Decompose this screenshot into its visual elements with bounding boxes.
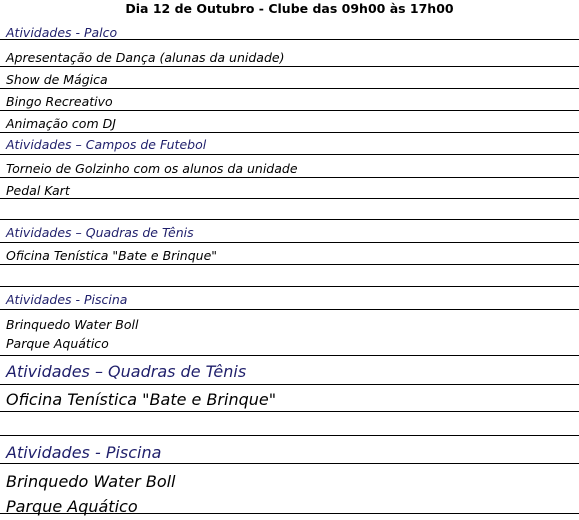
section-header-row xyxy=(0,287,579,310)
activity-row xyxy=(0,67,579,89)
section-header: Atividades – Quadras de Tênis xyxy=(6,225,194,240)
activity-item: Show de Mágica xyxy=(6,72,108,87)
section-header: Atividades – Campos de Futebol xyxy=(6,137,207,152)
schedule-title: Dia 12 de Outubro - Clube das 09h00 às 17h00 xyxy=(125,1,454,16)
activity-row xyxy=(0,199,579,220)
activity-item: Parque Aquático xyxy=(6,336,109,351)
activity-item: Parque Aquático xyxy=(6,497,138,516)
activity-row xyxy=(0,332,579,356)
section-header-row xyxy=(0,18,579,40)
activity-item: Bingo Recreativo xyxy=(6,94,113,109)
activity-row xyxy=(0,155,579,178)
section-header: Atividades – Quadras de Tênis xyxy=(6,362,247,381)
activity-item: Oficina Tenística "Bate e Brinque" xyxy=(6,390,277,409)
activity-row xyxy=(0,310,579,332)
activity-row xyxy=(0,89,579,111)
activity-row xyxy=(0,265,579,287)
activity-item: Oficina Tenística "Bate e Brinque" xyxy=(6,248,218,263)
section-header-row xyxy=(0,220,579,243)
section-header-row xyxy=(0,133,579,155)
section-header-row xyxy=(0,356,579,385)
activity-row xyxy=(0,44,579,67)
section-header: Atividades - Palco xyxy=(6,25,118,40)
activity-row xyxy=(0,385,579,412)
section-header: Atividades - Piscina xyxy=(6,443,162,462)
section-header: Atividades - Piscina xyxy=(6,292,128,307)
activity-row xyxy=(0,497,579,520)
activity-row xyxy=(0,243,579,265)
activity-row xyxy=(0,111,579,133)
activity-row xyxy=(0,178,579,199)
activity-item: Torneio de Golzinho com os alunos da unidade xyxy=(6,161,298,176)
activity-item: Brinquedo Water Boll xyxy=(6,317,139,332)
activity-row xyxy=(0,412,579,436)
activity-item: Animação com DJ xyxy=(6,116,116,131)
activity-item: Apresentação de Dança (alunas da unidade) xyxy=(6,50,285,65)
activity-item: Brinquedo Water Boll xyxy=(6,472,176,491)
activity-item: Pedal Kart xyxy=(6,183,70,198)
section-header-row xyxy=(0,436,579,464)
